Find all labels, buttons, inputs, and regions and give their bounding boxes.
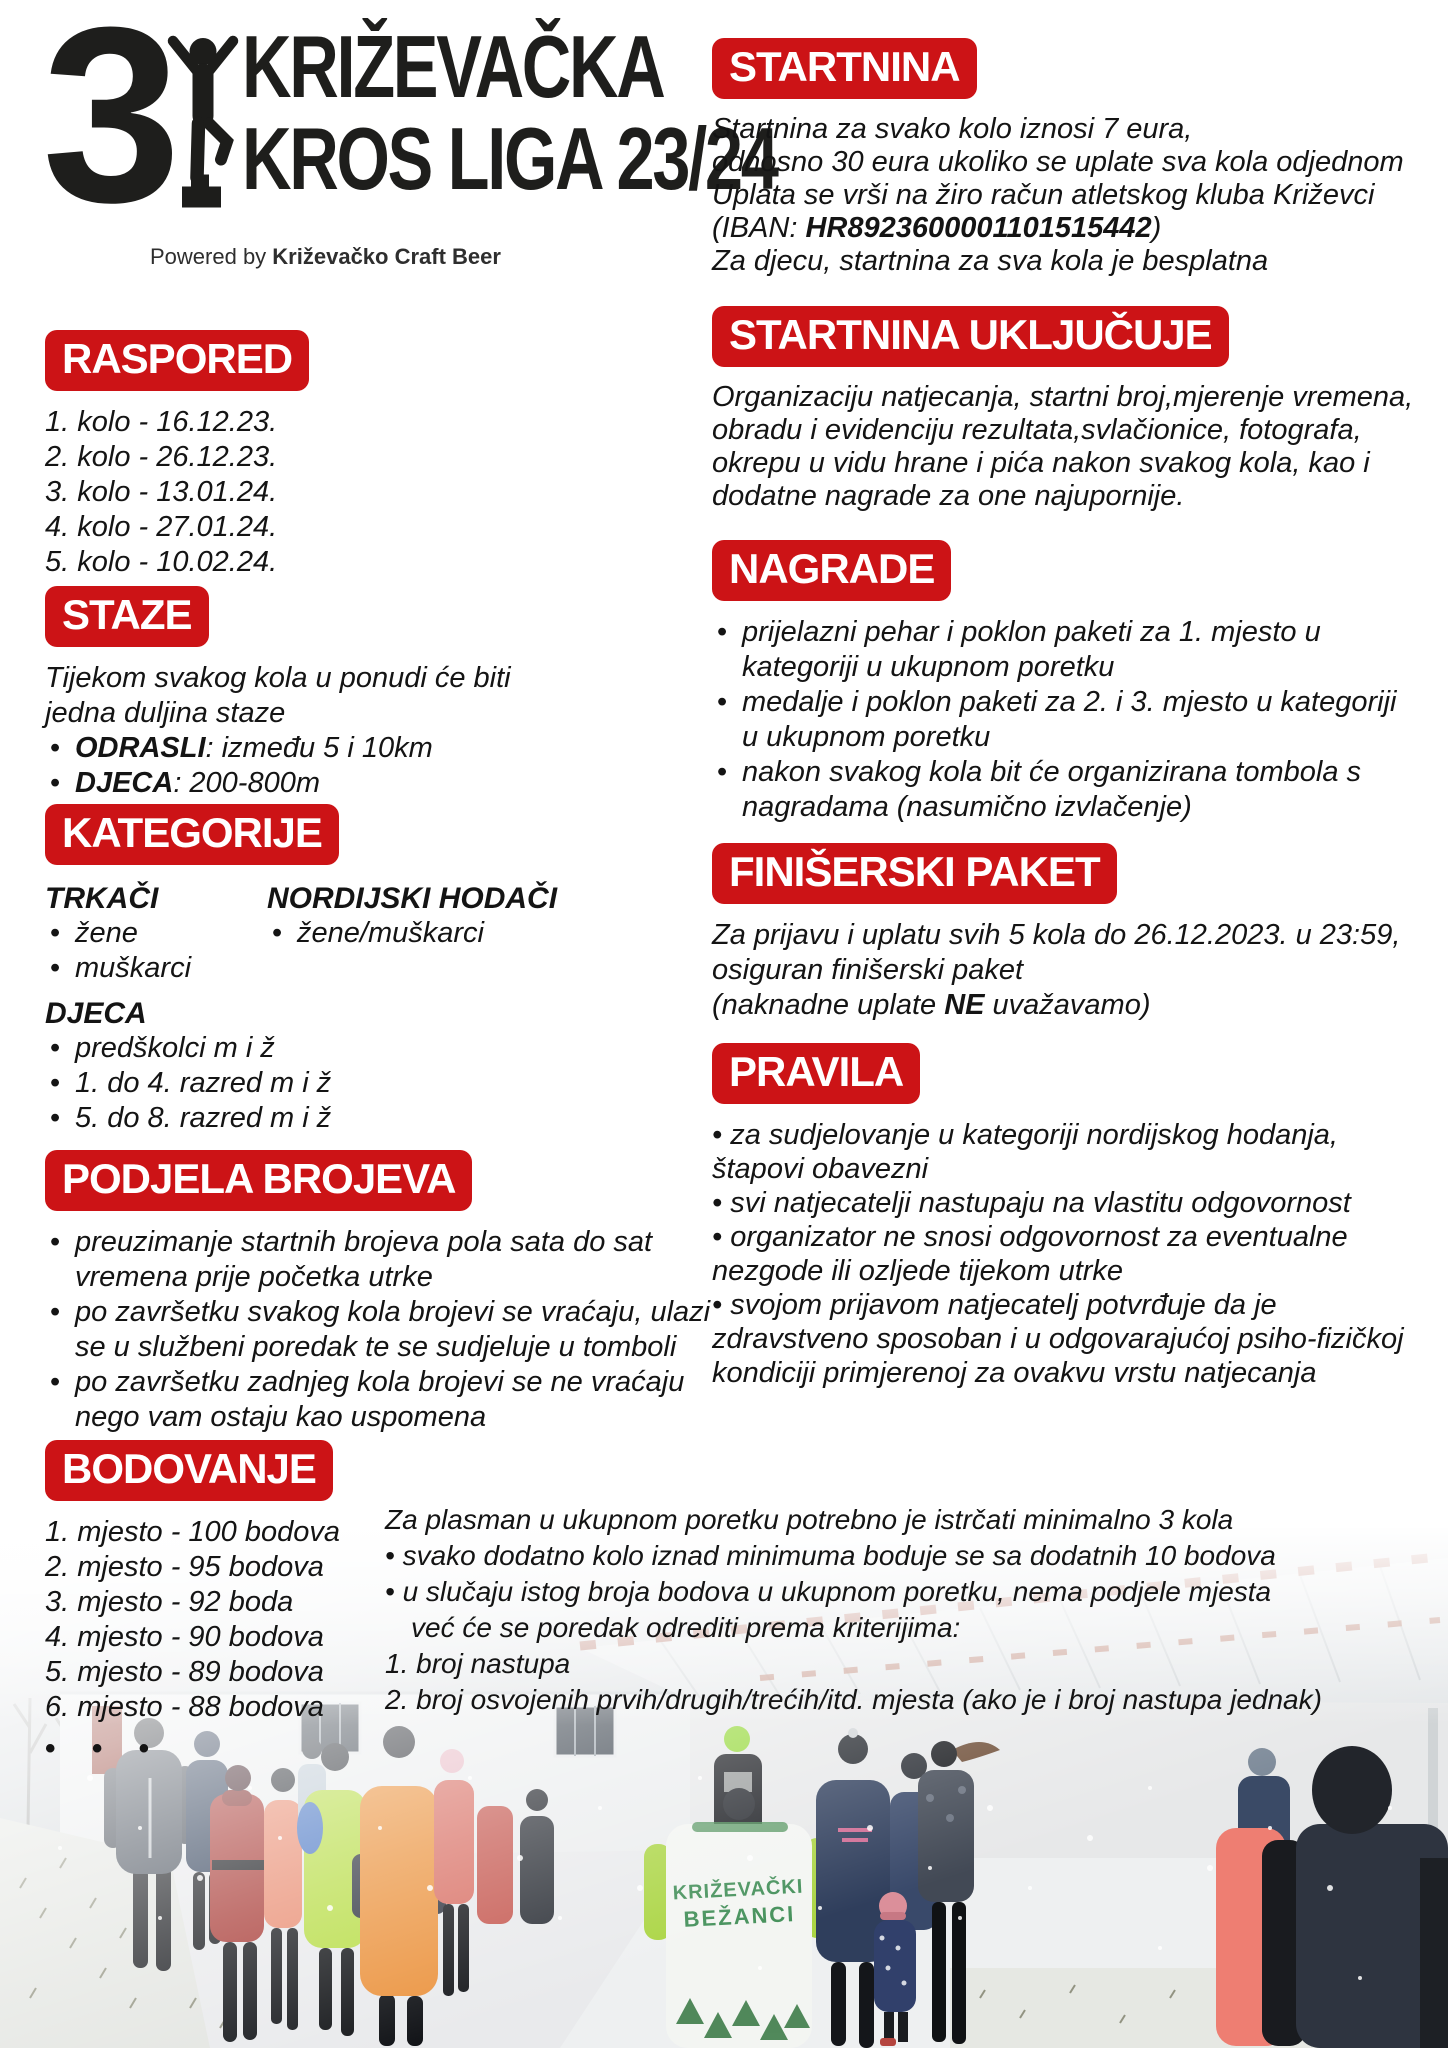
bodovanje-ellipsis: • • • bbox=[45, 1732, 164, 1765]
finiserski-body bbox=[712, 918, 1400, 1023]
note-post: uvažavamo) bbox=[984, 989, 1151, 1021]
staze-bullet-djeca bbox=[45, 766, 511, 801]
ukljucuje-line: Organizaciju natjecanja, startni broj,mjerenje vremena, bbox=[712, 381, 1414, 413]
raspored-item: 1. kolo - 16.12.23. bbox=[45, 406, 278, 438]
kategorije-col1-heading: TRKAČI bbox=[45, 882, 159, 915]
kategorije-item: • žene/muškarci bbox=[267, 916, 557, 951]
nagrade-bullet-cont: u ukupnom poretku bbox=[742, 721, 991, 753]
raspored-item: 3. kolo - 13.01.24. bbox=[45, 476, 278, 508]
section-staze bbox=[45, 586, 511, 801]
pravila-line: zdravstveno sposoban i u odgovarajućoj psiho-fizičkoj bbox=[712, 1323, 1404, 1355]
startnina-body bbox=[712, 113, 1404, 278]
startnina-line: Startnina za svako kolo iznosi 7 eura, bbox=[712, 113, 1193, 145]
iban-suffix: ) bbox=[1151, 212, 1162, 244]
kategorije-item: • predškolci m i ž bbox=[45, 1031, 339, 1066]
startnina-iban-line bbox=[712, 212, 1404, 245]
section-startnina bbox=[712, 38, 1404, 278]
podjela-bullet: • preuzimanje startnih brojeva pola sata do sat bbox=[45, 1225, 710, 1260]
pravila-line: • za sudjelovanje u kategoriji nordijskog hodanja, bbox=[712, 1119, 1338, 1151]
section-pravila bbox=[712, 1043, 1404, 1390]
raspored-item: 4. kolo - 27.01.24. bbox=[45, 511, 278, 543]
section-header-bodovanje: BODOVANJE bbox=[45, 1440, 333, 1501]
plasman-line: 2. broj osvojenih prvih/drugih/trećih/itd. mjesta (ako je i broj nastupa jednak) bbox=[385, 1684, 1322, 1715]
note-pre: (naknadne uplate bbox=[712, 989, 945, 1021]
bodovanje-item: 1. mjesto - 100 bodova bbox=[45, 1516, 341, 1548]
section-header-finiserski: FINIŠERSKI PAKET bbox=[712, 843, 1117, 904]
staze-bullet-label: ODRASLI bbox=[75, 732, 206, 764]
section-header-ukljucuje: STARTNINA UKLJUČUJE bbox=[712, 306, 1229, 367]
note-bold: NE bbox=[944, 989, 985, 1021]
pravila-line: • organizator ne snosi odgovornost za eventualne bbox=[712, 1221, 1348, 1253]
section-raspored bbox=[45, 330, 309, 580]
powered-by bbox=[150, 244, 501, 270]
ukljucuje-line: okrepu u vidu hrane i pića nakon svakog kola, kao i bbox=[712, 447, 1370, 479]
section-bodovanje bbox=[45, 1440, 340, 1766]
kategorije-col-trkaci bbox=[45, 881, 191, 986]
pravila-line: kondiciji primjerenoj za ovakvu vrstu natjecanja bbox=[712, 1357, 1317, 1389]
kategorije-col-nordijski bbox=[267, 881, 557, 951]
kategorije-body bbox=[45, 881, 558, 1136]
kategorije-djeca-heading: DJECA bbox=[45, 997, 147, 1030]
section-startnina-ukljucuje bbox=[712, 306, 1413, 513]
section-finiserski-paket bbox=[712, 843, 1400, 1023]
podjela-bullet-cont: vremena prije početka utrke bbox=[75, 1261, 433, 1293]
staze-bullet-label: DJECA bbox=[75, 767, 174, 799]
runner-silhouette-icon bbox=[158, 30, 248, 220]
staze-body bbox=[45, 661, 511, 801]
nagrade-bullet: • medalje i poklon paketi za 2. i 3. mjesto u kategoriji bbox=[712, 685, 1396, 720]
logo-title-line1: KRIŽEVAČKA bbox=[242, 17, 664, 116]
section-header-staze: STAZE bbox=[45, 586, 209, 647]
nagrade-bullet: • prijelazni pehar i poklon paketi za 1. mjesto u bbox=[712, 615, 1396, 650]
startnina-line: Uplata se vrši na žiro račun atletskog kluba Križevci bbox=[712, 179, 1375, 211]
plasman-line: • u slučaju istog broja bodova u ukupnom poretku, nema podjele mjesta bbox=[385, 1576, 1272, 1607]
finiserski-line: osiguran finišerski paket bbox=[712, 954, 1024, 986]
plasman-note bbox=[385, 1502, 1322, 1718]
pravila-line: • svojom prijavom natjecatelj potvrđuje da je bbox=[712, 1289, 1277, 1321]
pravila-body bbox=[712, 1118, 1404, 1390]
podjela-body bbox=[45, 1225, 710, 1435]
podjela-bullet: • po završetku zadnjeg kola brojevi se ne vraćaju bbox=[45, 1365, 710, 1400]
podjela-bullet: • po završetku svakog kola brojevi se vraćaju, ulazi bbox=[45, 1295, 710, 1330]
powered-by-brand: Križevačko Craft Beer bbox=[272, 244, 501, 269]
section-header-kategorije: KATEGORIJE bbox=[45, 804, 339, 865]
section-header-podjela: PODJELA BROJEVA bbox=[45, 1150, 472, 1211]
logo-edition-number: 3 bbox=[42, 0, 174, 254]
raspored-item: 2. kolo - 26.12.23. bbox=[45, 441, 278, 473]
nagrade-body bbox=[712, 615, 1396, 825]
powered-by-prefix: Powered by bbox=[150, 244, 273, 269]
startnina-line: odnosno 30 eura ukoliko se uplate sva kola odjednom bbox=[712, 146, 1404, 178]
bodovanje-item: 6. mjesto - 88 bodova bbox=[45, 1691, 324, 1723]
iban-prefix: (IBAN: bbox=[712, 212, 806, 244]
pravila-line: • svi natjecatelji nastupaju na vlastitu odgovornost bbox=[712, 1187, 1351, 1219]
staze-bullet-text: : 200-800m bbox=[173, 767, 321, 799]
kategorije-item: • muškarci bbox=[45, 951, 191, 986]
ukljucuje-line: dodatne nagrade za one najupornije. bbox=[712, 480, 1185, 512]
kategorije-col2-heading: NORDIJSKI HODAČI bbox=[267, 882, 558, 915]
kategorije-item: • žene bbox=[45, 916, 191, 951]
raspored-list bbox=[45, 405, 309, 580]
kategorije-item: • 1. do 4. razred m i ž bbox=[45, 1066, 339, 1101]
nagrade-bullet: • nakon svakog kola bit će organizirana tombola s bbox=[712, 755, 1396, 790]
bodovanje-item: 2. mjesto - 95 bodova bbox=[45, 1551, 324, 1583]
section-nagrade bbox=[712, 540, 1396, 825]
section-header-raspored: RASPORED bbox=[45, 330, 309, 391]
section-kategorije bbox=[45, 804, 558, 1136]
nagrade-bullet-cont: kategoriji u ukupnom poretku bbox=[742, 651, 1115, 683]
ukljucuje-body bbox=[712, 381, 1413, 513]
iban-value: HR8923600001101515442 bbox=[805, 212, 1152, 244]
bodovanje-item: 3. mjesto - 92 boda bbox=[45, 1586, 294, 1618]
plasman-line: • svako dodatno kolo iznad minimuma boduje se sa dodatnih 10 bodova bbox=[385, 1540, 1276, 1571]
section-header-pravila: PRAVILA bbox=[712, 1043, 920, 1104]
plasman-line: 1. broj nastupa bbox=[385, 1648, 571, 1679]
section-podjela-brojeva bbox=[45, 1150, 710, 1435]
nagrade-bullet-cont: nagradama (nasumično izvlačenje) bbox=[742, 791, 1192, 823]
raspored-item: 5. kolo - 10.02.24. bbox=[45, 546, 278, 578]
plasman-line: već će se poredak odrediti prema kriterijima: bbox=[411, 1612, 961, 1643]
podjela-bullet-cont: nego vam ostaju kao uspomena bbox=[75, 1401, 487, 1433]
finiserski-line: Za prijavu i uplatu svih 5 kola do 26.12.2023. u 23:59, bbox=[712, 919, 1401, 951]
finiserski-note-line bbox=[712, 988, 1400, 1023]
podjela-bullet-cont: se u službeni poredak te se sudjeluje u tomboli bbox=[75, 1331, 677, 1363]
bodovanje-item: 5. mjesto - 89 bodova bbox=[45, 1656, 324, 1688]
logo-title-line2: KROS LIGA 23/24 bbox=[242, 109, 777, 208]
kategorije-item: • 5. do 8. razred m i ž bbox=[45, 1101, 339, 1136]
ukljucuje-line: obradu i evidenciju rezultata,svlačionice, fotografa, bbox=[712, 414, 1362, 446]
bodovanje-list bbox=[45, 1515, 340, 1766]
pravila-line: nezgode ili ozljede tijekom utrke bbox=[712, 1255, 1124, 1287]
staze-intro-line: jedna duljina staze bbox=[45, 697, 286, 729]
staze-intro-line: Tijekom svakog kola u ponudi će biti bbox=[45, 662, 511, 694]
staze-bullet-text: : između 5 i 10km bbox=[205, 732, 433, 764]
staze-bullet-odrasli bbox=[45, 731, 511, 766]
plasman-line: Za plasman u ukupnom poretku potrebno je istrčati minimalno 3 kola bbox=[385, 1504, 1234, 1535]
startnina-line: Za djecu, startnina za sva kola je besplatna bbox=[712, 245, 1269, 277]
section-header-startnina: STARTNINA bbox=[712, 38, 977, 99]
bodovanje-item: 4. mjesto - 90 bodova bbox=[45, 1621, 324, 1653]
pravila-line: štapovi obavezni bbox=[712, 1153, 929, 1185]
section-header-nagrade: NAGRADE bbox=[712, 540, 951, 601]
